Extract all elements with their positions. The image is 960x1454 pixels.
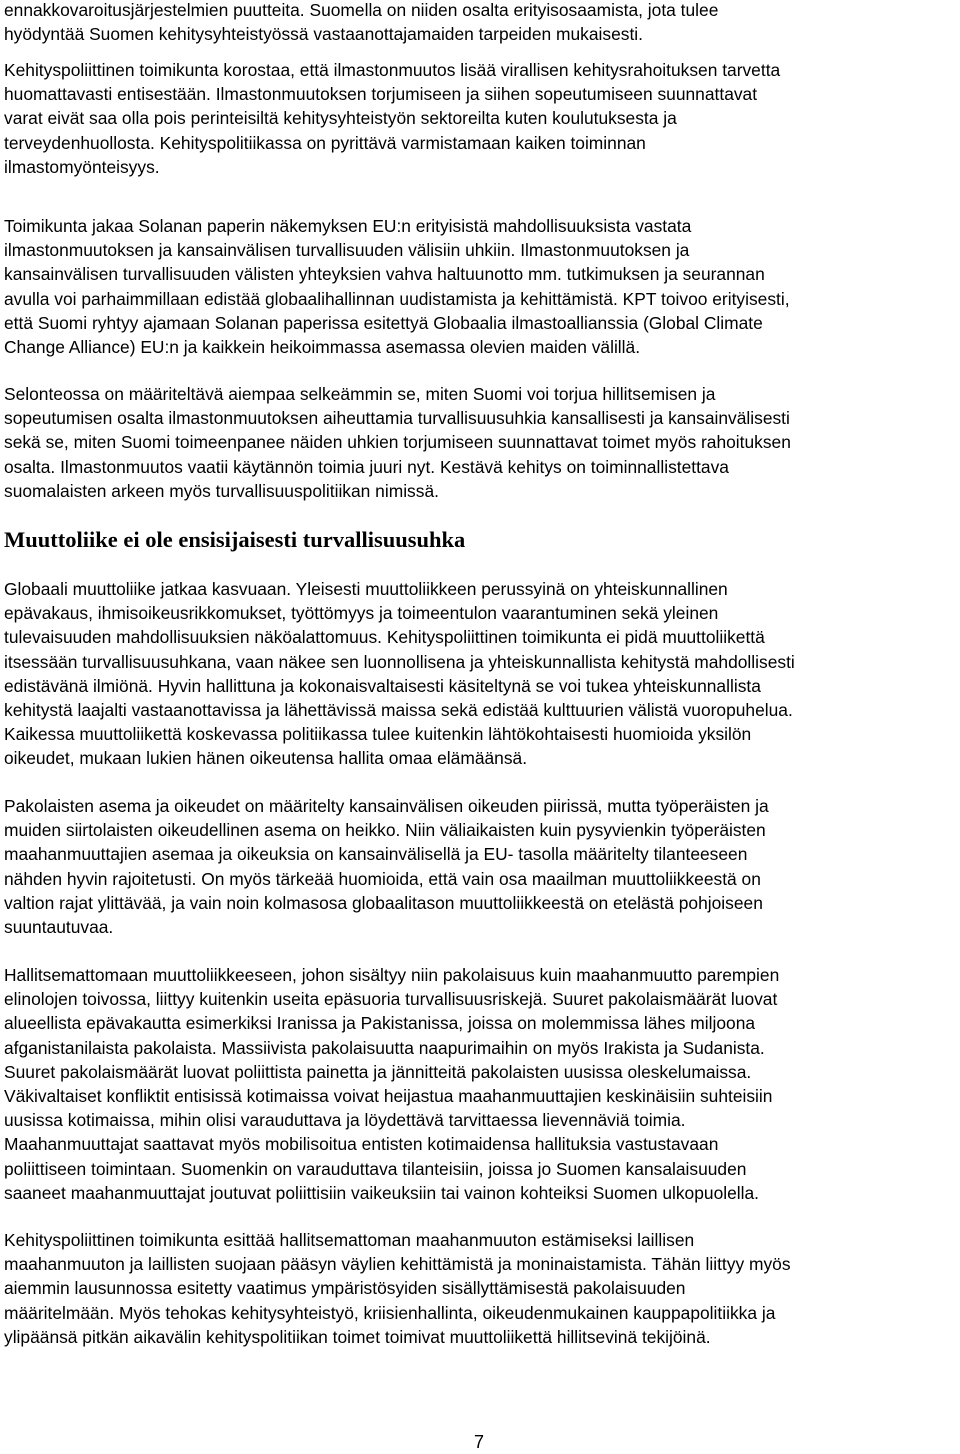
paragraph-uncontrolled-migration [4,963,779,1205]
paragraph-early-warning [4,0,718,46]
paragraph-global-migration [4,577,795,771]
text-line: Kehityspoliittinen toimikunta korostaa, että ilmastonmuutos lisää virallisen kehitysrahoituksen tarvetta [4,60,781,80]
text-line: Kaikessa muuttoliikettä koskevassa politiikassa tulee kuitenkin lähtökohtaisesti huomioida yksilön [4,724,752,745]
paragraph-refugee-status [4,794,769,939]
text-line: että Suomi ryhtyy ajamaan Solanan paperissa esitettyä Globaalia ilmastoallianssia (Global Climate [4,312,763,333]
text-line: Pakolaisten asema ja oikeudet on määritelty kansainvälisen oikeuden piirissä, mutta työperäisten ja [4,796,769,816]
text-line: maahanmuuton ja laillisten suojaan pääsyn väylien kehittämistä ja moninaistamista. Tähän liittyy myös [4,1254,791,1275]
text-line: terveydenhuollosta. Kehityspolitiikassa on pyrittävä varmistamaan kaiken toiminnan [4,132,646,153]
text-line: aiemmin lausunnossa esitetty vaatimus ympäristösyiden sisällyttämisestä pakolaisuuden [4,1278,686,1299]
text-line: afganistanilaista pakolaista. Massiivista pakolaisuutta naapurimaihin on myös Irakista ja Sudanista. [4,1037,765,1058]
text-line: avulla voi parhaimmillaan edistää globaalihallinnan uudistamista ja kehittämistä. KPT toivoo erityisesti, [4,288,790,309]
text-line: nähden hyvin rajoitetusti. On myös tärkeää huomioida, että vain osa maailman muuttoliikkeestä on [4,868,761,889]
text-line: Suuret pakolaismäärät luovat poliittista painetta ja jännitteitä pakolaisten uusissa oleskelumaissa. [4,1061,752,1082]
text-line: Hallitsemattomaan muuttoliikkeeseen, johon sisältyy niin pakolaisuus kuin maahanmuutto parempien [4,965,780,985]
paragraph-committee-proposal [4,1228,791,1349]
text-line: itsessään turvallisuusuhkana, vaan näkee sen luonnollisena ja yhteiskunnallista kehitystä mahdollisesti [4,651,795,672]
paragraph-solana-paper [4,214,790,359]
page-number: 7 [474,1432,485,1452]
text-line: elinolojen toivossa, liittyy kuitenkin useita epäsuoria turvallisuusriskejä. Suuret pakolaismäärät luovat [4,989,778,1010]
text-line: ennakkovaroitusjärjestelmien puutteita. Suomella on niiden osalta erityisosaamista, jota tulee [4,0,719,20]
text-line: suomalaisten arkeen myös turvallisuuspolitiikan nimissä. [4,480,439,501]
text-line: muiden siirtolaisten oikeudellinen asema on heikko. Niin väliaikaisten kuin pysyvienkin työperäisten [4,820,766,841]
text-line: sekä se, miten Suomi toimeenpanee näiden uhkien torjumiseen suunnattavat toimet myös rahoituksen [4,432,791,453]
text-line: ylipäänsä pitkän aikavälin kehityspolitiikan toimet toimivat muuttoliikettä hillitsevinä tekijöinä. [4,1326,711,1347]
text-line: ilmastonmuutoksen ja kansainvälisen turvallisuuden välisiin uhkiin. Ilmastonmuutoksen ja [4,240,690,261]
text-line: Change Alliance) EU:n ja kaikkein heikoimmassa asemassa olevien maiden välillä. [4,337,641,358]
text-line: maahanmuuttajien asemaa ja oikeuksia on kansainvälisellä ja EU- tasolla määritelty tilanteeseen [4,844,748,865]
paragraph-report-definition [4,382,791,503]
text-line: poliittiseen toimintaan. Suomenkin on varauduttava tilanteisiin, joissa jo Suomen kansalaisuuden [4,1158,747,1179]
text-line: ilmastomyönteisyys. [4,156,160,177]
text-line: varat eivät saa olla pois perinteisiltä kehitysyhteistyön sektoreilta kuten koulutuksesta ja [4,108,677,129]
section-heading: Muuttoliike ei ole ensisijaisesti turvallisuusuhka [4,527,466,552]
text-line: suuntautuvaa. [4,917,114,938]
text-line: alueellista epävakautta esimerkiksi Iranissa ja Pakistanissa, joissa on molemmissa lähes miljoona [4,1013,756,1034]
text-line: sopeutumisen osalta ilmastonmuutoksen aiheuttamia turvallisuusuhkia kansallisesti ja kansainvälisesti [4,408,790,429]
paragraph-climate-finance [4,58,780,179]
text-line: kehitystä laajalti vastaanottavissa ja lähettävissä maissa sekä edistää kulttuurien välistä vuoropuhelua. [4,700,793,721]
text-line: edistävänä ilmiönä. Hyvin hallittuna ja kokonaisvaltaisesti käsiteltynä se voi tukea yhteiskunnallista [4,675,761,696]
text-line: uusissa kotimaissa, mihin olisi varauduttava ja löydettävä tarvittaessa lievennäviä toimia. [4,1110,686,1131]
text-line: Globaali muuttoliike jatkaa kasvuaan. Yleisesti muuttoliikkeen perussyinä on yhteiskunnallinen [4,579,728,599]
text-line: kansainvälisen turvallisuuden välisten yhteyksien vahva haltuunotto mm. tutkimuksen ja seurannan [4,264,765,285]
text-line: Väkivaltaiset konfliktit entisissä kotimaissa voivat heijastua maahanmuuttajien keskinäisiin suhteisiin [4,1086,773,1107]
text-line: tulevaisuuden mahdollisuuksien näköalattomuus. Kehityspoliittinen toimikunta ei pidä muuttoliikettä [4,627,765,648]
text-line: oikeudet, mukaan lukien hänen oikeutensa hallita omaa elämäänsä. [4,748,528,769]
text-line: Kehityspoliittinen toimikunta esittää hallitsemattoman maahanmuuton estämiseksi laillisen [4,1230,695,1250]
text-line: valtion rajat ylittävää, ja vain noin kolmasosa globaalitason muuttoliikkeestä on etelästä pohjoiseen [4,892,763,913]
text-line: Toimikunta jakaa Solanan paperin näkemyksen EU:n erityisistä mahdollisuuksista vastata [4,216,692,236]
text-line: epävakaus, ihmisoikeusrikkomukset, työttömyys ja toimeentulon vaarantuminen sekä yleinen [4,603,719,624]
text-line: osalta. Ilmastonmuutos vaatii käytännön toimia juuri nyt. Kestävä kehitys on toiminnallistettava [4,456,729,477]
text-line: hyödyntää Suomen kehitysyhteistyössä vastaanottajamaiden tarpeiden mukaisesti. [4,24,643,45]
text-line: määritelmään. Myös tehokas kehitysyhteistyö, kriisienhallinta, oikeudenmukainen kauppapolitiikka ja [4,1302,776,1323]
text-line: Selonteossa on määriteltävä aiempaa selkeämmin se, miten Suomi voi torjua hillitsemisen ja [4,384,716,404]
text-line: saaneet maahanmuuttajat joutuvat poliittisiin vaikeuksiin tai vainon kohteiksi Suomen ulkopuolella. [4,1182,760,1203]
text-line: Maahanmuuttajat saattavat myös mobilisoitua entisten kotimaidensa hallituksia vastustavaan [4,1134,719,1155]
text-line: huomattavasti entisestään. Ilmastonmuutoksen torjumiseen ja siihen sopeutumiseen suunnattavat [4,84,758,105]
